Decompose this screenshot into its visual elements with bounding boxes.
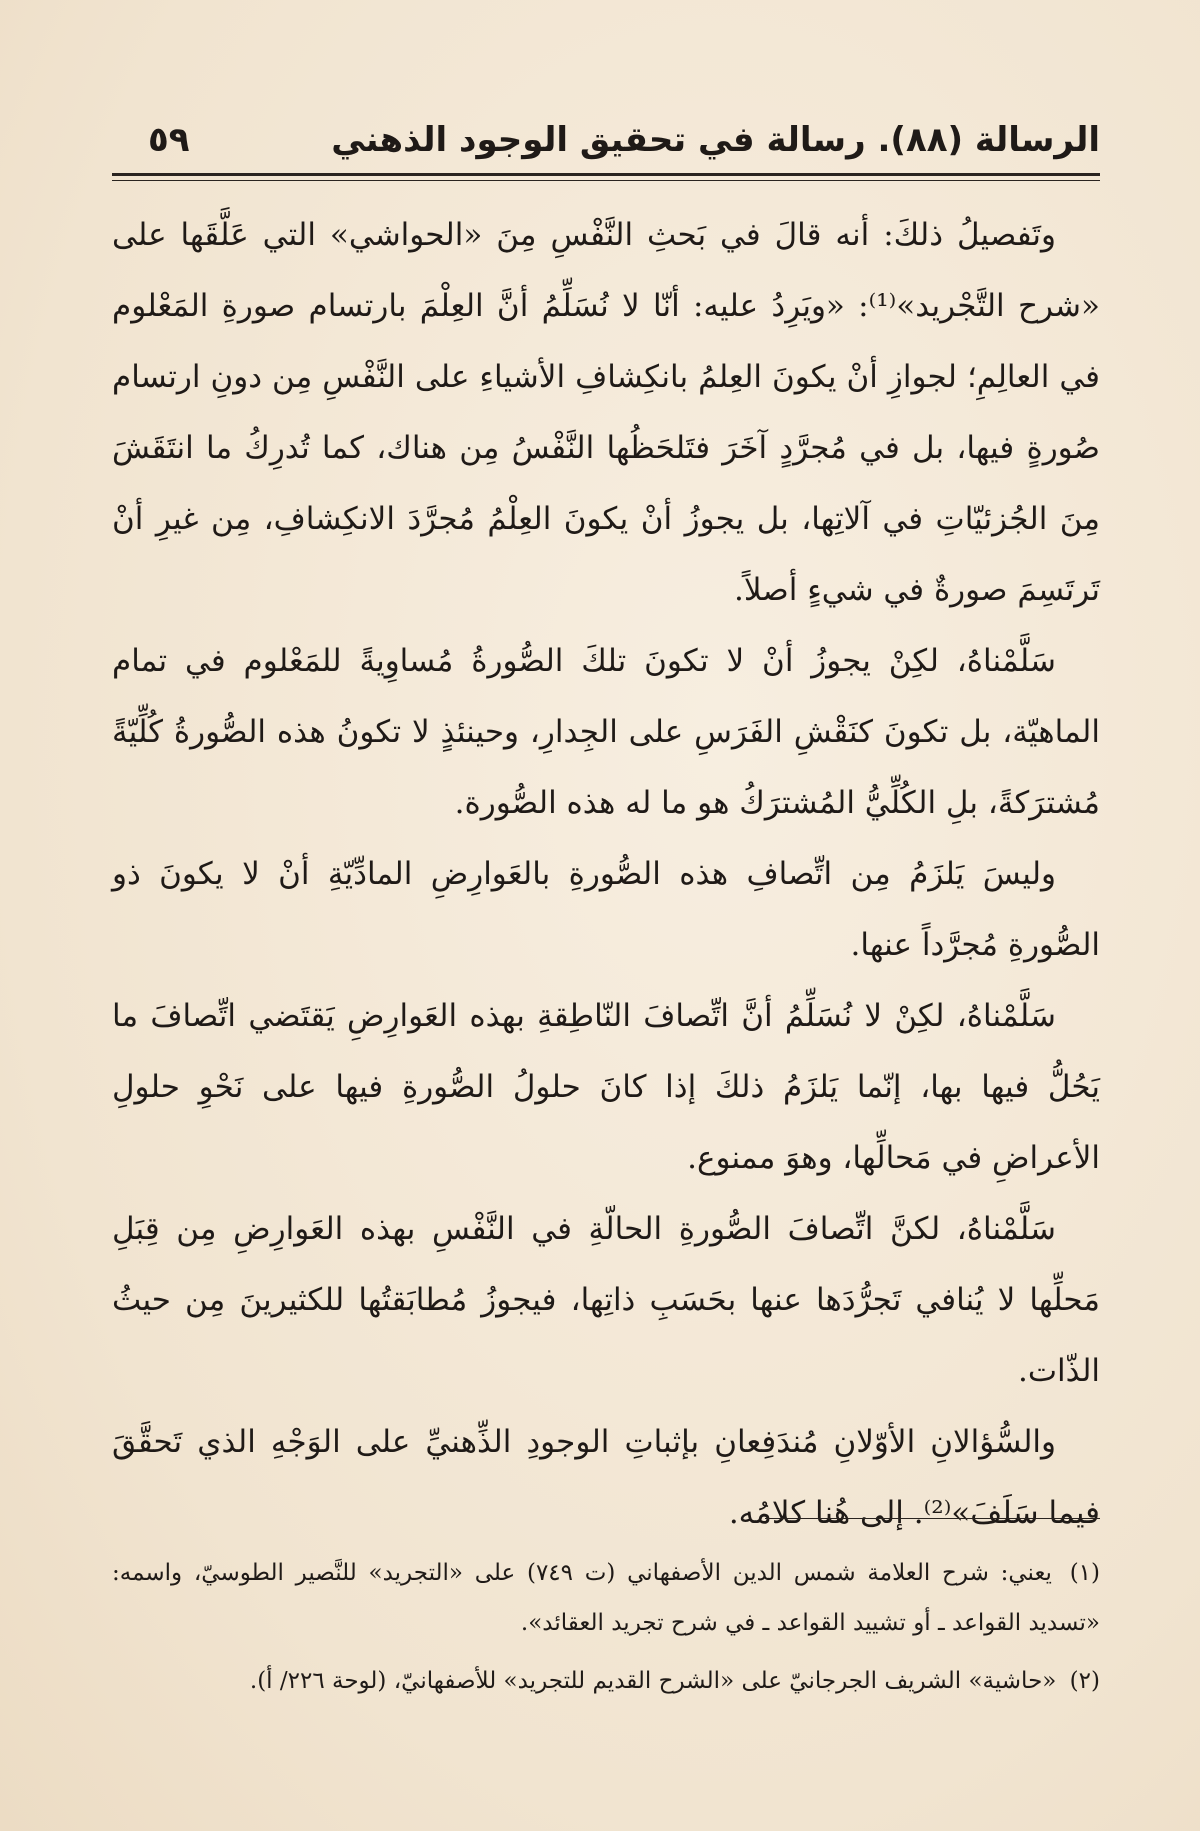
footnote-text: «حاشية» الشريف الجرجانيّ على «الشرح القديم للتجريد» للأصفهانيّ، (لوحة ٢٢٦/ أ). bbox=[249, 1668, 1057, 1694]
footnote-separator bbox=[765, 1518, 1100, 1519]
page-number: ٥٩ bbox=[148, 120, 190, 160]
running-header bbox=[112, 112, 1100, 172]
header-rule-thin bbox=[112, 180, 1100, 181]
paragraph: سَلَّمْناهُ، لكنَّ اتِّصافَ الصُّورةِ الحالّةِ في النَّفْسِ بهذه العَوارِضِ مِن قِبَلِ مَحلِّها لا يُنافي تَجرُّدَها عنها بحَسَبِ ذاتِها، فيجوزُ مُطابَقتُها للكثيرينَ مِن حيثُ الذّات. bbox=[112, 1211, 1100, 1389]
main-text bbox=[112, 200, 1100, 1549]
header-rule bbox=[112, 173, 1100, 176]
footnote-number: (٢) bbox=[1069, 1668, 1100, 1694]
paragraph: وليسَ يَلزَمُ مِن اتِّصافِ هذه الصُّورةِ بالعَوارِضِ المادِّيّةِ أنْ لا يكونَ ذو الصُّورةِ مُجرَّداً عنها. bbox=[112, 856, 1100, 963]
footnote bbox=[112, 1656, 1100, 1706]
footnotes bbox=[112, 1548, 1100, 1714]
footnote-text: يعني: شرح العلامة شمس الدين الأصفهاني (ت ٧٤٩) على «التجريد» للنَّصير الطوسيّ، واسمه: «تسديد القواعد ـ أو تشييد القواعد ـ في شرح تجريد العقائد». bbox=[112, 1560, 1100, 1636]
paragraph: سَلَّمْناهُ، لكِنْ يجوزُ أنْ لا تكونَ تلكَ الصُّورةُ مُساوِيةً للمَعْلوم في تمام الماهيّة، بل تكونَ كنَقْشِ الفَرَسِ على الجِدارِ، وحينئذٍ لا تكونُ هذه الصُّورةُ كُلِّيّةً مُشترَكةً، بلِ الكُلِّيُّ المُشترَكُ هو ما له هذه الصُّورة. bbox=[112, 643, 1100, 821]
footnote-number: (١) bbox=[1069, 1560, 1101, 1586]
paragraph: والسُّؤالانِ الأوّلانِ مُندَفِعانِ بإثباتِ الوجودِ الذِّهنيِّ على الوَجْهِ الذي تَحقَّقَ فيما سَلَفَ»⁽²⁾. إلى هُنا كلامُه. bbox=[112, 1424, 1100, 1531]
paragraph: وتَفصيلُ ذلكَ: أنه قالَ في بَحثِ النَّفْسِ مِنَ «الحواشي» التي عَلَّقَها على «شرح التَّجْريد»⁽¹⁾: «ويَرِدُ عليه: أنّا لا نُسَلِّمُ أنَّ العِلْمَ بارتسام صورةِ المَعْلوم في العالِمِ؛ لجوازِ أنْ يكونَ العِلمُ بانكِشافِ الأشياءِ على النَّفْسِ مِن دونِ ارتسام صُورةٍ فيها، بل في مُجرَّدٍ آخَرَ فتَلحَظُها النَّفْسُ مِن هناك، كما تُدرِكُ ما انتَقَشَ مِنَ الجُزئيّاتِ في آلاتِها، بل يجوزُ أنْ يكونَ العِلْمُ مُجرَّدَ الانكِشافِ، مِن غيرِ أنْ تَرتَسِمَ صورةٌ في شيءٍ أصلاً. bbox=[112, 217, 1100, 608]
footnote bbox=[112, 1548, 1100, 1648]
running-header-title: الرسالة (٨٨). رسالة في تحقيق الوجود الذهني bbox=[331, 120, 1100, 160]
paragraph: سَلَّمْناهُ، لكِنْ لا نُسَلِّمُ أنَّ اتِّصافَ النّاطِقةِ بهذه العَوارِضِ يَقتَضي اتِّصافَ ما يَحُلُّ فيها بها، إنّما يَلزَمُ ذلكَ إذا كانَ حلولُ الصُّورةِ فيها على نَحْوِ حلولِ الأعراضِ في مَحالِّها، وهوَ ممنوع. bbox=[112, 998, 1100, 1176]
